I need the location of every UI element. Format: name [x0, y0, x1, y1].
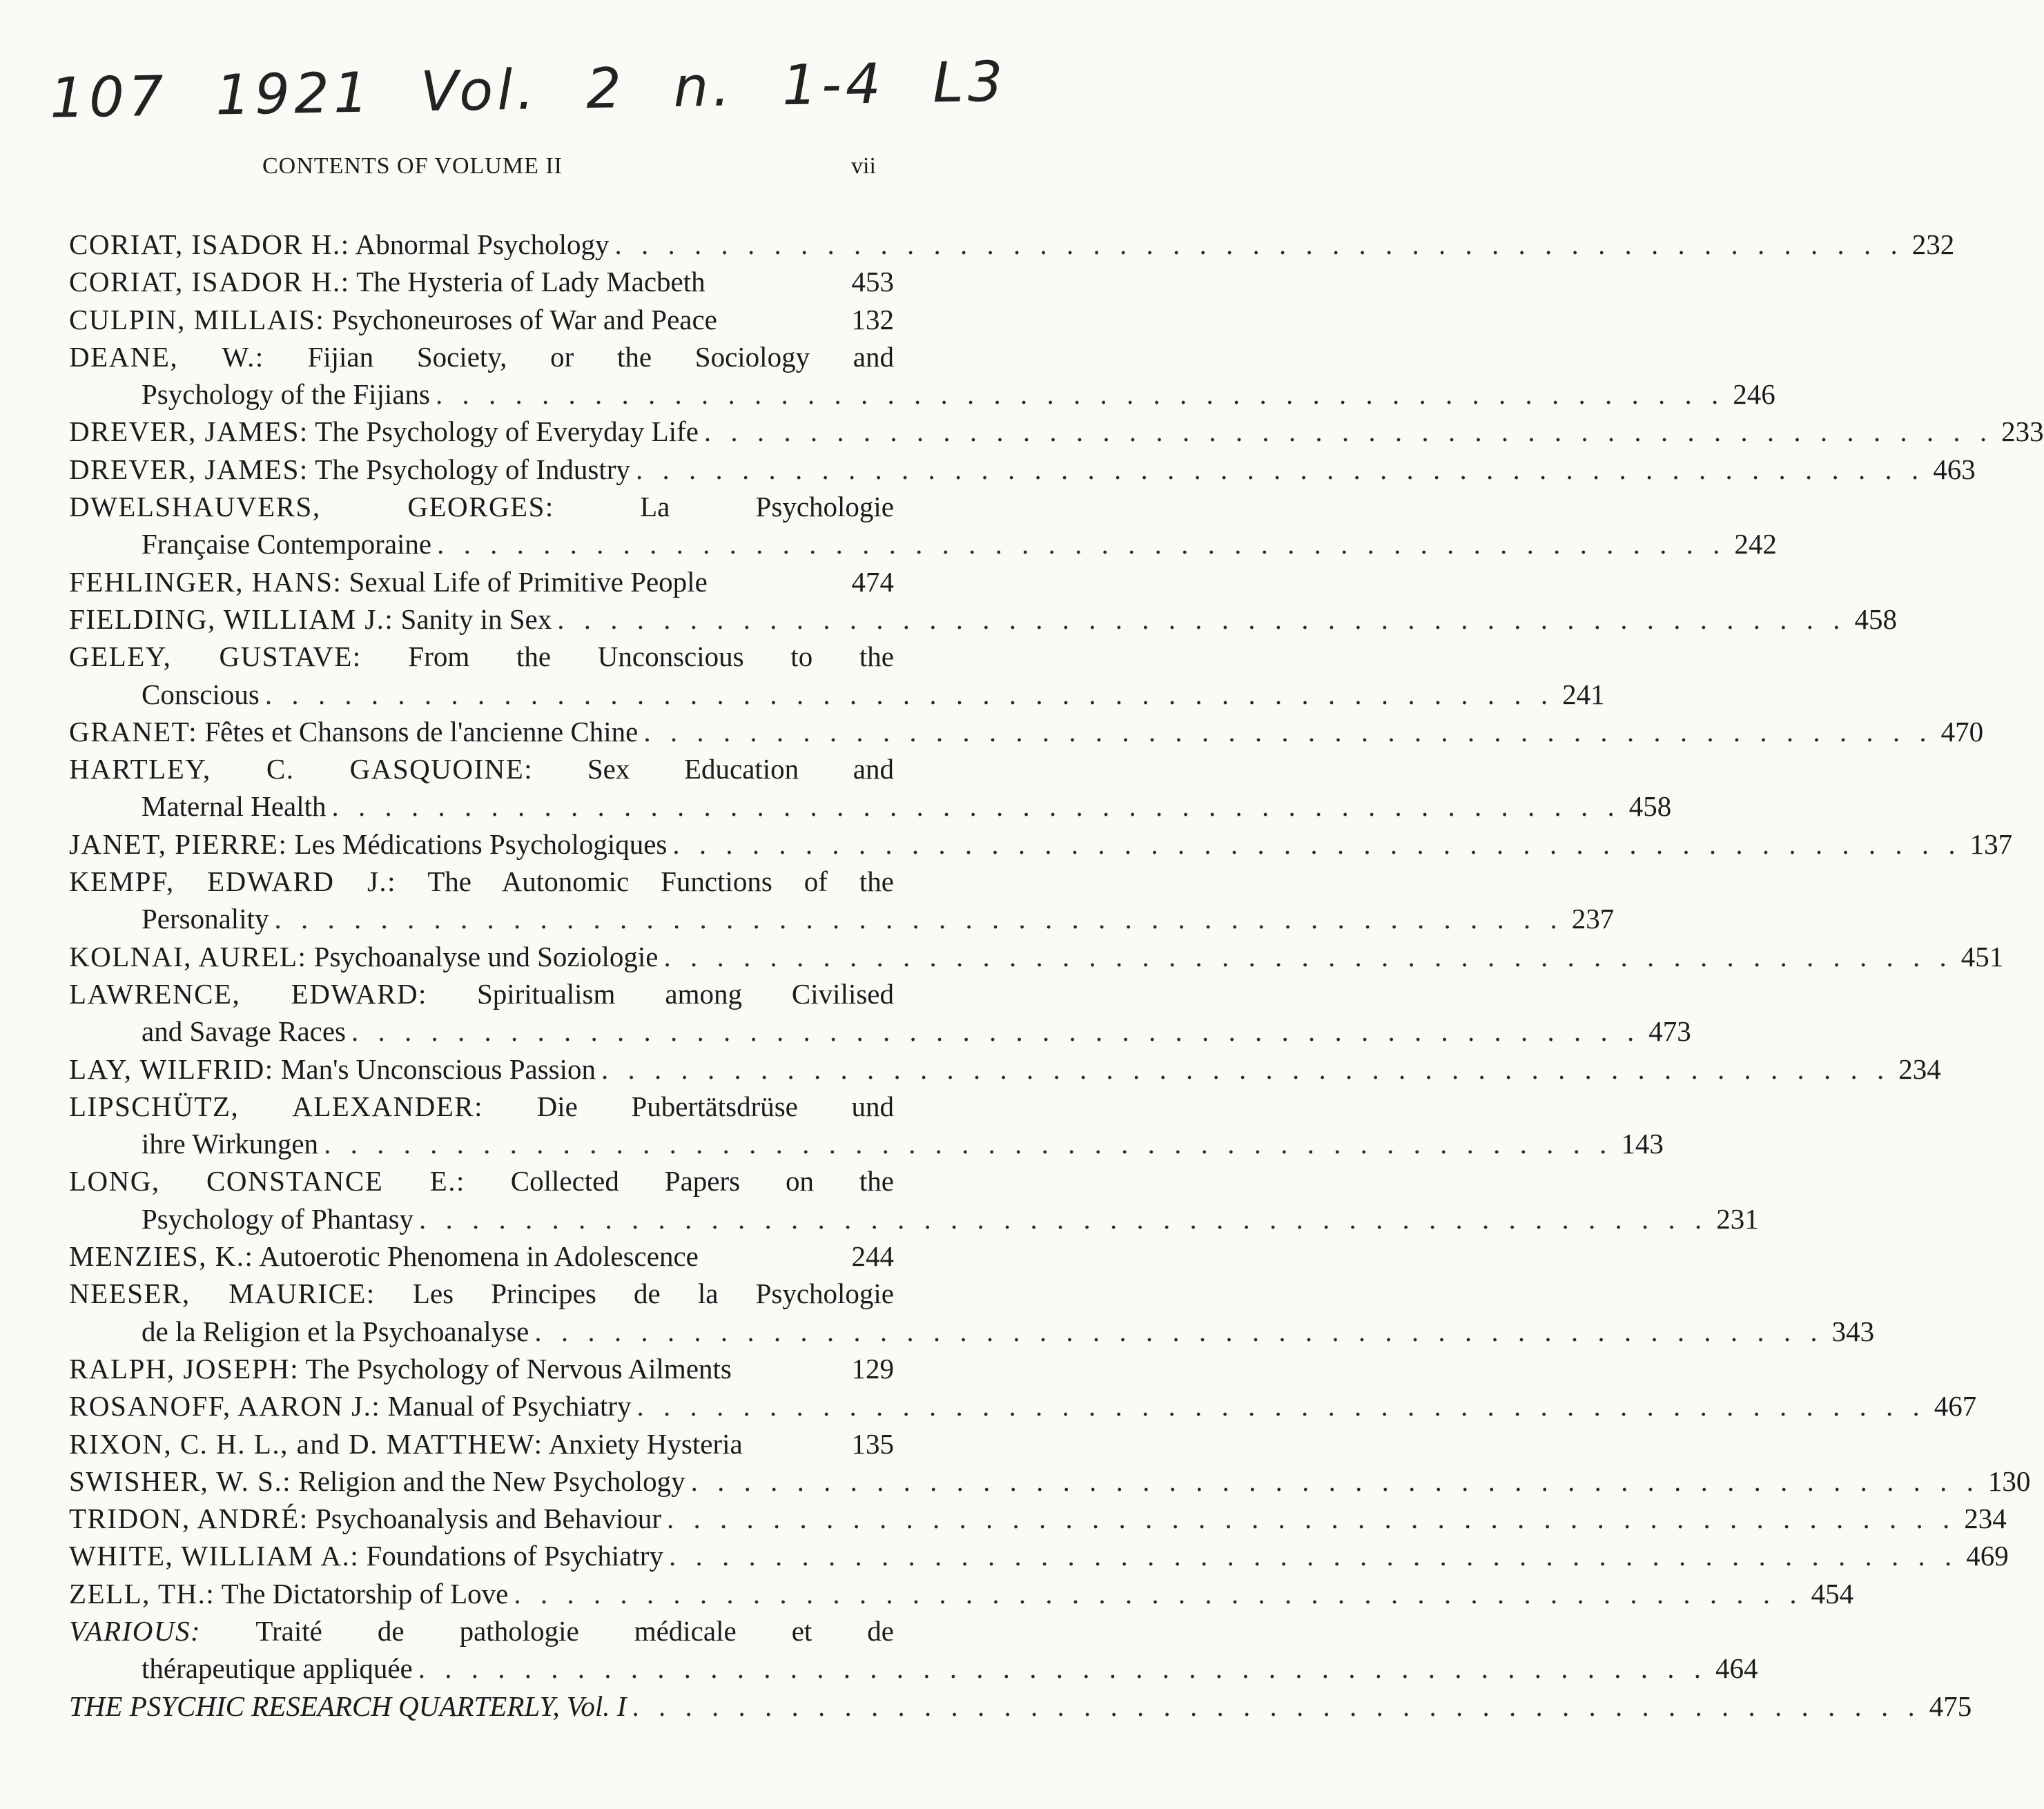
- running-head-title: CONTENTS OF VOLUME II: [262, 153, 563, 179]
- toc-entry-page-number: 246: [1733, 378, 1775, 411]
- toc-entry-title: Fêtes et Chansons de l'ancienne Chine: [204, 715, 639, 747]
- toc-entry-line: [69, 1088, 894, 1125]
- toc-entry: [69, 638, 1605, 713]
- toc-entry-title: Foundations of Psychiatry: [366, 1540, 663, 1572]
- toc-entry-title-continued: and Savage Races: [142, 1015, 346, 1048]
- toc-entry-line: [69, 1275, 894, 1312]
- toc-entry-line: [69, 1313, 1875, 1350]
- toc-entry-author: DREVER, JAMES:: [69, 415, 309, 448]
- toc-entry-text: [69, 1091, 894, 1122]
- toc-entry-line: [69, 1125, 1664, 1162]
- toc-entry-line: [69, 638, 894, 675]
- toc-entry-title: THE PSYCHIC RESEARCH QUARTERLY, Vol. I: [69, 1690, 627, 1722]
- toc-entry: [69, 750, 1672, 825]
- toc-entry-title: Autoerotic Phenomena in Adolescence: [259, 1240, 699, 1273]
- toc-entry-page-number: 469: [1966, 1540, 2009, 1572]
- toc-entry: [69, 1463, 2031, 1500]
- toc-entry-page-number: 467: [1934, 1390, 1977, 1422]
- toc-entry-title: The Psychology of Everyday Life: [315, 415, 699, 448]
- toc-entry-title: The Autonomic Functions of the: [427, 866, 894, 898]
- toc-entry-title-continued: Conscious: [142, 678, 260, 710]
- toc-entry-title: Anxiety Hysteria: [548, 1427, 743, 1460]
- leader-dots: [626, 1688, 1920, 1725]
- toc-entry-text: [69, 301, 717, 338]
- toc-entry-page-number: 463: [1933, 453, 1976, 485]
- toc-entry-title: Die Pubertätsdrüse und: [536, 1090, 895, 1122]
- toc-entry: [69, 600, 1897, 638]
- toc-entry-page-number: 454: [1811, 1577, 1854, 1610]
- toc-entry: [69, 1688, 1972, 1725]
- toc-entry-line: [69, 825, 2013, 863]
- toc-entry-line: [69, 1537, 2009, 1574]
- toc-entry-title-continued: thérapeutique appliquée: [142, 1652, 413, 1685]
- toc-entry-text: [69, 866, 894, 897]
- leader-dots: [413, 1200, 1708, 1238]
- toc-entry-page-number: 231: [1716, 1202, 1759, 1235]
- toc-entry-title-continued: Française Contemporaine: [142, 528, 432, 560]
- toc-entry-text: [69, 1500, 661, 1537]
- leader-dots: [508, 1575, 1802, 1612]
- toc-entry-title: Psychoanalysis and Behaviour: [315, 1503, 661, 1535]
- toc-entry: [69, 226, 1955, 263]
- toc-entry-title: Religion and the New Psychology: [298, 1465, 685, 1497]
- toc-entry: [69, 263, 894, 300]
- toc-entry-page-number: 475: [1929, 1690, 1972, 1722]
- toc-entry-title: Collected Papers on the: [510, 1165, 894, 1197]
- toc-entry-title: Man's Unconscious Passion: [280, 1053, 596, 1085]
- toc-entry-line: [69, 301, 894, 338]
- toc-entry-page-number: 244: [851, 1240, 894, 1273]
- toc-entry-page-number: 458: [1628, 790, 1672, 823]
- toc-entry-page-number: 464: [1715, 1652, 1758, 1685]
- toc-entry-author: LAY, WILFRID:: [69, 1053, 274, 1085]
- leader-dots: [327, 788, 1621, 825]
- toc-entry-line: [69, 1050, 1941, 1088]
- toc-entry-text: [69, 1278, 894, 1309]
- leader-dots: [663, 1537, 1958, 1574]
- toc-entry-text: [69, 341, 894, 373]
- toc-entry-author: RIXON, C. H. L., and D. MATTHEW:: [69, 1427, 543, 1460]
- toc-entry: [69, 1088, 1664, 1163]
- toc-entry-text: [69, 413, 699, 450]
- toc-entry-line: [69, 488, 894, 525]
- toc-entry-page-number: 241: [1562, 678, 1605, 710]
- toc-entry-author: LONG, CONSTANCE E.:: [69, 1165, 465, 1197]
- leader-dots: [658, 938, 1952, 975]
- table-of-contents: [69, 226, 2044, 1725]
- toc-entry-line: [69, 338, 894, 375]
- toc-entry-text: [69, 753, 894, 785]
- toc-entry-text: [69, 1387, 632, 1425]
- toc-entry-author: FEHLINGER, HANS:: [69, 565, 342, 598]
- toc-entry: [69, 413, 2044, 450]
- toc-entry: [69, 1425, 894, 1463]
- toc-entry-title: La Psychologie: [640, 491, 894, 523]
- toc-entry-line: [69, 1575, 1854, 1612]
- toc-entry-title: The Psychology of Nervous Ailments: [305, 1352, 732, 1385]
- toc-entry-title-continued: de la Religion et la Psychoanalyse: [142, 1315, 529, 1347]
- toc-entry: [69, 1238, 894, 1275]
- toc-entry-page-number: 234: [1964, 1503, 2007, 1535]
- leader-dots: [685, 1463, 1980, 1500]
- toc-entry-title: Psychoneuroses of War and Peace: [331, 303, 717, 335]
- toc-entry-line: [69, 1688, 1972, 1725]
- toc-entry-line: [69, 1463, 2031, 1500]
- toc-entry-title: Sex Education and: [587, 753, 894, 785]
- toc-entry-text: [69, 938, 658, 975]
- toc-entry-page-number: 130: [1987, 1465, 2031, 1497]
- toc-entry-line: [69, 750, 894, 788]
- toc-entry-title: From the Unconscious to the: [408, 641, 894, 673]
- toc-entry: [69, 863, 1615, 938]
- toc-entry-title-continued: ihre Wirkungen: [142, 1128, 319, 1160]
- toc-entry-line: [69, 525, 1777, 563]
- toc-entry-title: Les Principes de la Psychologie: [412, 1278, 894, 1310]
- toc-entry-line: [69, 676, 1605, 713]
- toc-entry-page-number: 143: [1621, 1128, 1664, 1160]
- toc-entry-text: [69, 1050, 596, 1088]
- toc-entry-line: [69, 413, 2044, 450]
- toc-entry-line: [69, 1200, 1759, 1238]
- toc-entry-title-continued: Maternal Health: [142, 790, 327, 823]
- toc-entry-page-number: 470: [1940, 715, 1984, 747]
- leader-dots: [346, 1013, 1640, 1050]
- leader-dots: [667, 825, 1961, 863]
- toc-entry-text: [69, 563, 708, 600]
- toc-entry: [69, 1350, 894, 1387]
- toc-entry-text: [69, 978, 894, 1010]
- toc-entry: [69, 975, 1691, 1050]
- toc-entry-title-continued: Personality: [142, 903, 269, 935]
- toc-entry-author: LAWRENCE, EDWARD:: [69, 977, 427, 1010]
- toc-entry-text: [69, 1537, 663, 1574]
- toc-entry-text: [69, 1463, 685, 1500]
- toc-entry-title: Sexual Life of Primitive People: [349, 565, 708, 598]
- toc-entry: [69, 1500, 2007, 1537]
- toc-entry: [69, 338, 1775, 413]
- toc-entry-line: [69, 938, 2004, 975]
- toc-entry-title: Les Médications Psychologiques: [294, 828, 668, 860]
- toc-entry-page-number: 234: [1898, 1053, 1941, 1085]
- toc-entry-title: The Psychology of Industry: [315, 453, 630, 485]
- toc-entry-line: [69, 600, 1897, 638]
- toc-entry-title: Fijian Society, or the Sociology and: [307, 340, 894, 373]
- toc-entry: [69, 451, 1976, 488]
- toc-entry-title: Manual of Psychiatry: [387, 1390, 632, 1422]
- toc-entry-line: [69, 1500, 2007, 1537]
- toc-entry-author: VARIOUS:: [69, 1614, 202, 1647]
- toc-entry-title: The Hysteria of Lady Macbeth: [356, 266, 705, 298]
- toc-entry: [69, 1162, 1759, 1238]
- toc-entry-title: Traité de pathologie médicale et de: [255, 1614, 895, 1647]
- toc-entry-line: [69, 226, 1955, 263]
- toc-entry-text: [69, 1238, 699, 1275]
- toc-entry: [69, 1050, 1941, 1088]
- toc-entry-author: MENZIES, K.:: [69, 1240, 254, 1273]
- toc-entry-text: [69, 226, 610, 263]
- toc-entry-text: [69, 600, 552, 638]
- toc-entry-author: JANET, PIERRE:: [69, 828, 288, 860]
- toc-entry-author: SWISHER, W. S.:: [69, 1465, 292, 1497]
- toc-entry-text: [69, 1575, 508, 1612]
- toc-entry-text: [69, 1615, 894, 1647]
- toc-entry: [69, 1387, 1977, 1425]
- toc-entry-line: [69, 863, 894, 900]
- toc-entry-text: [69, 713, 638, 750]
- toc-entry-line: [69, 1162, 894, 1200]
- toc-entry: [69, 488, 1777, 563]
- toc-entry-page-number: 132: [851, 303, 894, 335]
- toc-entry-line: [69, 1612, 894, 1650]
- toc-entry-text: [69, 1425, 743, 1463]
- toc-entry-page-number: 453: [851, 266, 894, 298]
- leader-dots: [610, 226, 1904, 263]
- toc-entry-title-continued: Psychology of Phantasy: [142, 1202, 414, 1235]
- toc-entry-page-number: 343: [1831, 1315, 1875, 1347]
- toc-entry-line: [69, 263, 894, 300]
- toc-entry-text: [69, 641, 894, 672]
- toc-entry-author: CULPIN, MILLAIS:: [69, 303, 325, 335]
- toc-entry: [69, 713, 1984, 750]
- toc-entry-author: LIPSCHÜTZ, ALEXANDER:: [69, 1090, 483, 1122]
- toc-entry-page-number: 129: [851, 1352, 894, 1385]
- toc-entry-author: WHITE, WILLIAM A.:: [69, 1540, 360, 1572]
- toc-entry: [69, 1537, 2009, 1574]
- leader-dots: [661, 1500, 1956, 1537]
- toc-entry-line: [69, 375, 1775, 413]
- toc-entry-line: [69, 1650, 1758, 1687]
- toc-entry-line: [69, 563, 894, 600]
- toc-entry-author: DWELSHAUVERS, GEORGES:: [69, 491, 554, 523]
- toc-entry-title: Sanity in Sex: [400, 603, 552, 635]
- toc-entry-line: [69, 1387, 1977, 1425]
- toc-entry-line: [69, 1013, 1691, 1050]
- toc-entry-page-number: 473: [1648, 1015, 1691, 1048]
- toc-entry-author: KEMPF, EDWARD J.:: [69, 866, 397, 898]
- toc-entry-page-number: 474: [851, 565, 894, 598]
- toc-entry-line: [69, 1425, 894, 1463]
- toc-entry-text: [69, 491, 894, 522]
- toc-entry-author: CORIAT, ISADOR H.:: [69, 228, 350, 260]
- leader-dots: [638, 713, 1932, 750]
- toc-entry-text: [69, 263, 705, 300]
- toc-entry-author: CORIAT, ISADOR H.:: [69, 266, 350, 298]
- toc-entry-page-number: 232: [1911, 228, 1955, 260]
- toc-entry-line: [69, 713, 1984, 750]
- leader-dots: [552, 600, 1846, 638]
- toc-entry-author: NEESER, MAURICE:: [69, 1278, 376, 1310]
- toc-entry: [69, 938, 2004, 975]
- handwritten-annotation: 107 1921 Vol. 2 n. 1-4 L3: [49, 49, 1008, 130]
- toc-entry-page-number: 135: [851, 1427, 894, 1460]
- toc-entry-line: [69, 900, 1615, 937]
- toc-entry: [69, 301, 894, 338]
- leader-dots: [596, 1050, 1890, 1088]
- leader-dots: [260, 676, 1554, 713]
- toc-entry-title: Psychoanalyse und Soziologie: [313, 940, 659, 972]
- toc-entry-page-number: 237: [1571, 903, 1615, 935]
- toc-entry-text: [69, 1165, 894, 1197]
- toc-entry-line: [69, 788, 1672, 825]
- toc-entry-author: TRIDON, ANDRÉ:: [69, 1503, 309, 1535]
- leader-dots: [318, 1125, 1613, 1162]
- toc-entry: [69, 1612, 1758, 1688]
- toc-entry-title-continued: Psychology of the Fijians: [142, 378, 430, 411]
- toc-entry-text: [69, 451, 630, 488]
- toc-entry-page-number: 242: [1734, 528, 1777, 560]
- leader-dots: [269, 900, 1563, 937]
- leader-dots: [430, 375, 1724, 413]
- running-head: [0, 153, 992, 185]
- toc-entry-author: GRANET:: [69, 715, 198, 747]
- toc-entry-line: [69, 451, 1976, 488]
- toc-entry-page-number: 458: [1854, 603, 1897, 635]
- toc-entry-author: DREVER, JAMES:: [69, 453, 309, 485]
- leader-dots: [630, 451, 1925, 488]
- toc-entry-title: Spiritualism among Civilised: [476, 977, 894, 1010]
- leader-dots: [431, 525, 1726, 563]
- toc-entry-line: [69, 975, 894, 1013]
- leader-dots: [413, 1650, 1707, 1687]
- toc-entry-page-number: 451: [1960, 940, 2004, 972]
- toc-entry-author: FIELDING, WILLIAM J.:: [69, 603, 394, 635]
- toc-entry-author: ROSANOFF, AARON J.:: [69, 1390, 381, 1422]
- leader-dots: [632, 1387, 1926, 1425]
- toc-entry-author: DEANE, W.:: [69, 340, 264, 373]
- leader-dots: [529, 1313, 1823, 1350]
- toc-entry-title: Abnormal Psychology: [355, 228, 610, 260]
- toc-entry-text: [69, 1350, 732, 1387]
- toc-entry-author: HARTLEY, C. GASQUOINE:: [69, 753, 534, 785]
- running-head-page-number: vii: [851, 153, 876, 179]
- toc-entry-page-number: 137: [1969, 828, 2013, 860]
- toc-entry-line: [69, 1238, 894, 1275]
- toc-entry: [69, 563, 894, 600]
- toc-entry-page-number: 233: [2001, 415, 2044, 448]
- toc-entry-author: RALPH, JOSEPH:: [69, 1352, 300, 1385]
- toc-entry: [69, 1275, 1875, 1350]
- toc-entry-line: [69, 1350, 894, 1387]
- leader-dots: [699, 413, 1993, 450]
- toc-entry-text: [69, 825, 667, 863]
- toc-entry-title: The Dictatorship of Love: [221, 1577, 509, 1610]
- toc-entry: [69, 825, 2013, 863]
- toc-entry: [69, 1575, 1854, 1612]
- toc-entry-author: GELEY, GUSTAVE:: [69, 641, 362, 673]
- toc-entry-author: KOLNAI, AUREL:: [69, 940, 307, 972]
- toc-entry-author: ZELL, TH.:: [69, 1577, 215, 1610]
- toc-entry-text: [69, 1688, 626, 1725]
